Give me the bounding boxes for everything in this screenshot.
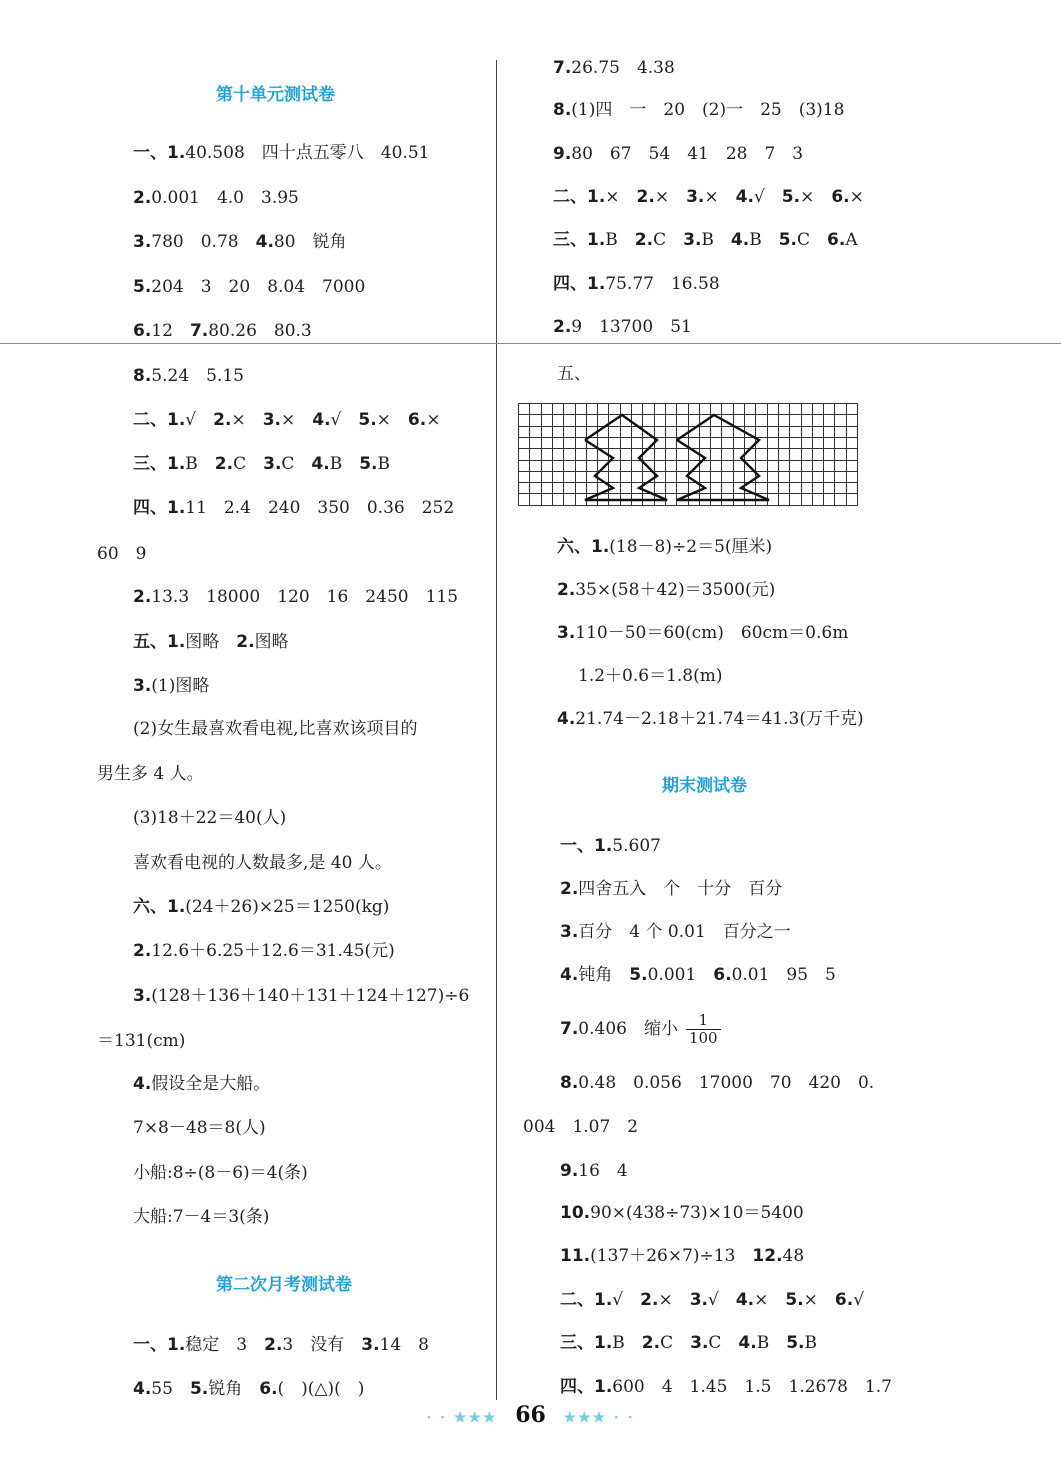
- answer-line: 2.9 13700 51: [553, 317, 692, 337]
- answer-line: 一、1.5.607: [560, 836, 661, 856]
- answer-line: 7.26.75 4.38: [553, 58, 675, 78]
- answer-line: 4.21.74－2.18＋21.74＝41.3(万千克): [557, 709, 864, 729]
- answer-line: 三、1.B 2.C 3.C 4.B 5.B: [133, 454, 391, 474]
- answer-line: 小船:8÷(8－6)＝4(条): [133, 1163, 308, 1183]
- answer-line: 8.0.48 0.056 17000 70 420 0.: [560, 1073, 875, 1093]
- answer-line: 六、1.(24＋26)×25＝1250(kg): [133, 897, 390, 917]
- answer-line: 一、1.40.508 四十点五零八 40.51: [133, 143, 430, 163]
- page-number: 66: [515, 1402, 546, 1428]
- answer-line: 3.(128＋136＋140＋131＋124＋127)÷6: [133, 986, 470, 1006]
- fraction: $\frac{1}{100}$: [686, 1012, 721, 1047]
- decorative-stars-right-icon: ★★★ · ·: [563, 1410, 635, 1426]
- answer-line: 10.90×(438÷73)×10＝5400: [560, 1203, 804, 1223]
- page-footer: [0, 1402, 1061, 1428]
- answer-line-continued: 004 1.07 2: [523, 1117, 639, 1137]
- answer-line: 三、1.B 2.C 3.B 4.B 5.C 6.A: [553, 230, 858, 250]
- answer-line: 7×8－48＝8(人): [133, 1118, 266, 1138]
- column-divider: [496, 60, 497, 1400]
- answer-line: 四、1.600 4 1.45 1.5 1.2678 1.7: [560, 1377, 892, 1397]
- answer-line: 2.35×(58＋42)＝3500(元): [557, 580, 776, 600]
- answer-line: 2.13.3 18000 120 16 2450 115: [133, 587, 459, 607]
- answer-line-continued: ＝131(cm): [97, 1031, 186, 1051]
- answer-line: 3.110－50＝60(cm) 60cm＝0.6m: [557, 623, 849, 643]
- answer-line: 5.204 3 20 8.04 7000: [133, 277, 366, 297]
- answer-line: 4.钝角 5.0.001 6.0.01 95 5: [560, 965, 836, 985]
- answer-line: 4.假设全是大船。: [133, 1074, 271, 1094]
- answer-line: 二、1.√ 2.× 3.× 4.√ 5.× 6.×: [133, 410, 441, 430]
- answer-line: (2)女生最喜欢看电视,比喜欢该项目的: [133, 719, 418, 739]
- answer-line: 3.(1)图略: [133, 676, 210, 696]
- answer-line: 二、1.× 2.× 3.× 4.√ 5.× 6.×: [553, 187, 864, 207]
- answer-line: 6.12 7.80.26 80.3: [133, 321, 312, 341]
- answer-line-fraction: 7.0.406 缩小 $\frac{1}{100}$: [560, 1010, 721, 1048]
- answer-line: 四、1.11 2.4 240 350 0.36 252: [133, 498, 455, 518]
- grid-drawing: [518, 403, 860, 515]
- answer-line: 2.12.6＋6.25＋12.6＝31.45(元): [133, 941, 395, 961]
- answer-line: 4.55 5.锐角 6.( )(△)( ): [133, 1379, 365, 1399]
- answer-line: 喜欢看电视的人数最多,是 40 人。: [133, 853, 392, 873]
- answer-line: 五、1.图略 2.图略: [133, 632, 289, 652]
- answer-line: 三、1.B 2.C 3.C 4.B 5.B: [560, 1333, 818, 1353]
- answer-line: 8.(1)四 一 20 (2)一 25 (3)18: [553, 100, 845, 120]
- answer-line-continued: 60 9: [97, 544, 147, 564]
- answer-line: (3)18＋22＝40(人): [133, 808, 287, 828]
- answer-line: 3.百分 4 个 0.01 百分之一: [560, 922, 791, 942]
- answer-line: 一、1.稳定 3 2.3 没有 3.14 8: [133, 1335, 429, 1355]
- section-title-unit10: 第十单元测试卷: [216, 85, 335, 105]
- answer-line: 六、1.(18－8)÷2＝5(厘米): [557, 537, 773, 557]
- answer-line: 五、: [557, 364, 591, 384]
- section-title-second-monthly: 第二次月考测试卷: [216, 1275, 352, 1295]
- section-title-final: 期末测试卷: [662, 776, 747, 796]
- answer-line: 二、1.√ 2.× 3.√ 4.× 5.× 6.√: [560, 1290, 865, 1310]
- page-crease: [0, 343, 1061, 344]
- answer-line: 大船:7－4＝3(条): [133, 1207, 270, 1227]
- answer-line-continued: 男生多 4 人。: [97, 764, 204, 784]
- answer-line: 1.2＋0.6＝1.8(m): [578, 666, 723, 686]
- answer-line: 8.5.24 5.15: [133, 366, 244, 386]
- decorative-stars-left-icon: · · ★★★: [426, 1410, 498, 1426]
- answer-line: 2.四舍五入 个 十分 百分: [560, 879, 783, 899]
- answer-line: 3.780 0.78 4.80 锐角: [133, 232, 347, 252]
- answer-line: 11.(137＋26×7)÷13 12.48: [560, 1246, 805, 1266]
- answer-line: 四、1.75.77 16.58: [553, 274, 720, 294]
- answer-line: 2.0.001 4.0 3.95: [133, 188, 299, 208]
- answer-line: 9.16 4: [560, 1161, 628, 1181]
- answer-line: 9.80 67 54 41 28 7 3: [553, 144, 804, 164]
